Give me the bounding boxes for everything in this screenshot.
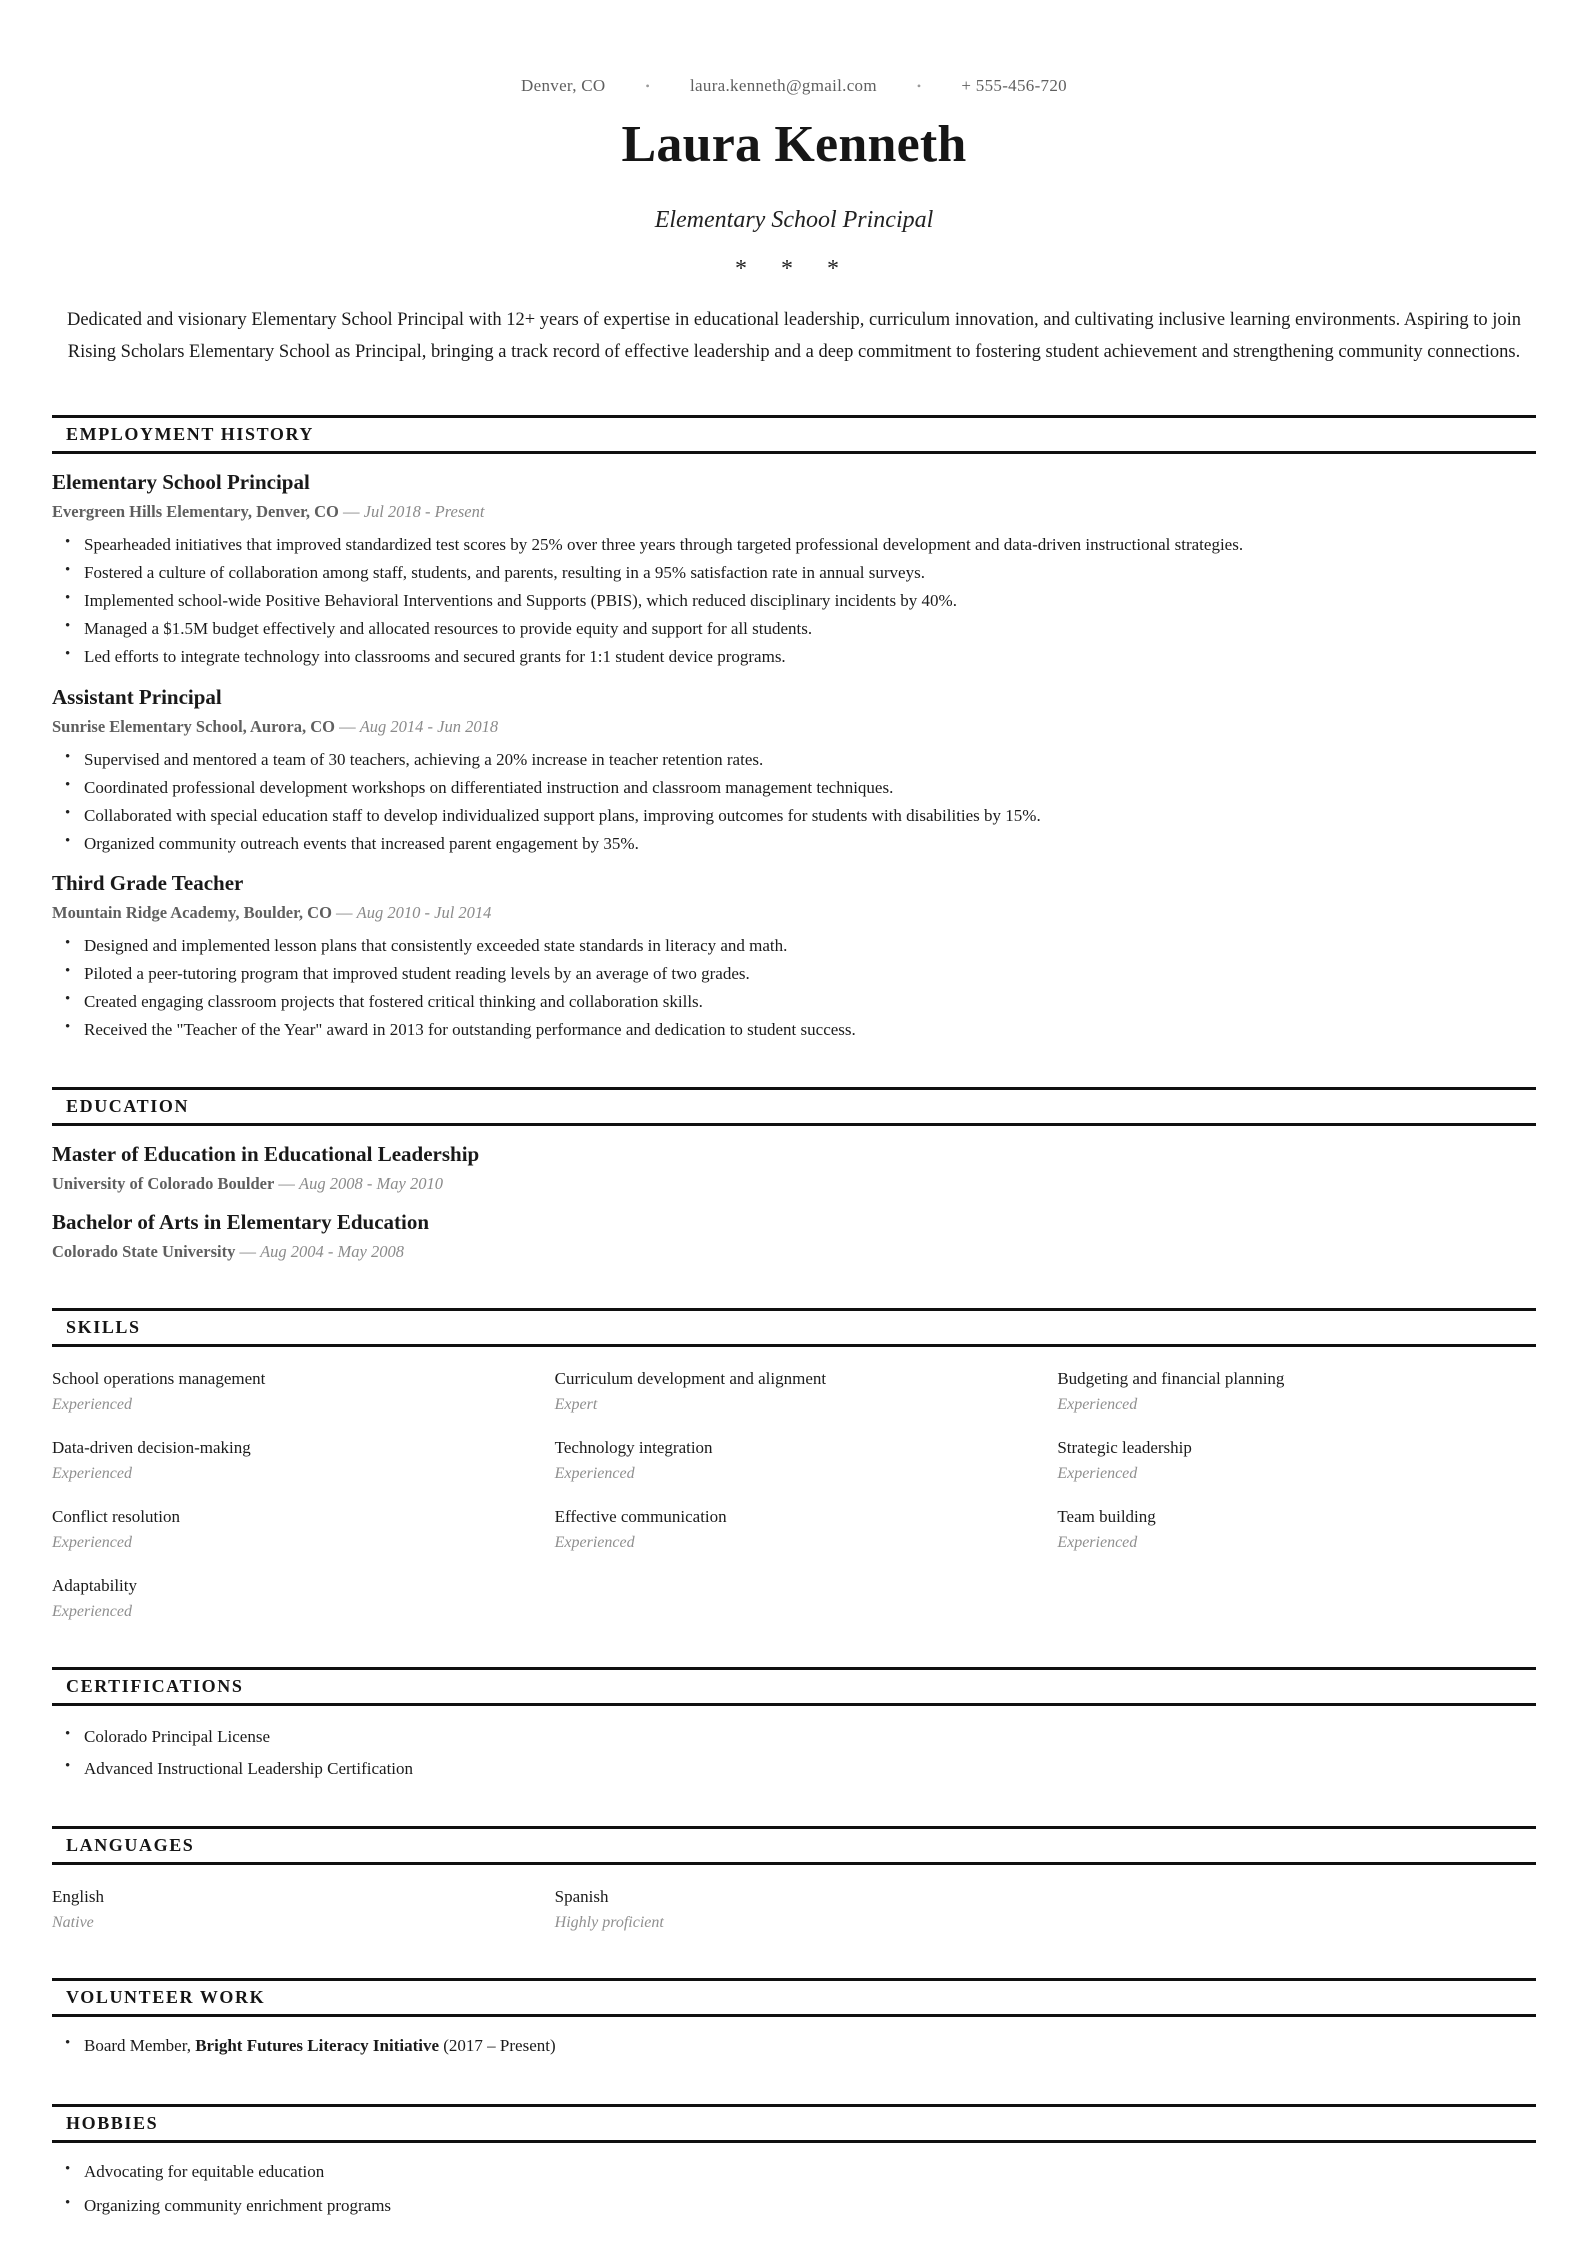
certification-item: • Colorado Principal License xyxy=(52,1726,1536,1748)
skill-item xyxy=(1057,1369,1536,1414)
language-grid-spacer xyxy=(1057,1887,1536,1932)
skill-item xyxy=(1057,1438,1536,1483)
volunteer-list xyxy=(52,2035,1536,2057)
job-bullet-list xyxy=(52,749,1536,855)
dash-separator: — xyxy=(336,902,353,922)
section-volunteer-work xyxy=(52,1978,1536,2057)
job-bullet: • Organized community outreach events that increased parent engagement by 35%. xyxy=(52,833,1536,855)
section-title-volunteer: VOLUNTEER WORK xyxy=(52,1978,1536,2017)
hobby-item: • Advocating for equitable education xyxy=(52,2161,1536,2183)
job-title: Third Grade Teacher xyxy=(52,870,244,895)
job-bullet: • Supervised and mentored a team of 30 teachers, achieving a 20% increase in teacher retention rates. xyxy=(52,749,1536,771)
languages-grid xyxy=(52,1887,1536,1932)
degree-name: Bachelor of Arts in Elementary Education xyxy=(52,1210,430,1235)
job-bullet: • Implemented school-wide Positive Behavioral Interventions and Supports (PBIS), which reduced disciplinary incidents by 40%. xyxy=(52,590,1536,612)
job-dates: Jul 2018 - Present xyxy=(363,502,485,522)
hobby-item: • Organizing community enrichment programs xyxy=(52,2195,1536,2217)
job-bullet: • Designed and implemented lesson plans that consistently exceeded state standards in literacy and math. xyxy=(52,935,1536,957)
language-item xyxy=(52,1887,531,1932)
skill-level: Experienced xyxy=(52,1465,132,1483)
certifications-list xyxy=(52,1726,1536,1780)
job-company: Mountain Ridge Academy, Boulder, CO xyxy=(52,902,332,922)
dash-separator: — xyxy=(239,1242,256,1262)
job-entry xyxy=(52,685,1536,855)
skill-name: Technology integration xyxy=(554,1438,713,1458)
job-bullet: • Created engaging classroom projects that fostered critical thinking and collaboration skills. xyxy=(52,991,1536,1013)
job-company: Sunrise Elementary School, Aurora, CO xyxy=(52,716,335,736)
job-bullet: • Managed a $1.5M budget effectively and allocated resources to provide equity and support for all students. xyxy=(52,618,1536,640)
job-bullet: • Fostered a culture of collaboration among staff, students, and parents, resulting in a 95% satisfaction rate in annual surveys. xyxy=(52,562,1536,584)
skill-name: Strategic leadership xyxy=(1057,1438,1192,1458)
job-meta xyxy=(52,502,1536,522)
section-employment-history xyxy=(52,415,1536,1041)
section-title-education: EDUCATION xyxy=(52,1087,1536,1126)
contact-row xyxy=(52,76,1536,96)
job-entry xyxy=(52,871,1536,1041)
skill-item xyxy=(52,1507,531,1552)
job-bullet: • Spearheaded initiatives that improved standardized test scores by 25% over three years through targeted professional development and data-driven instructional strategies. xyxy=(52,534,1536,556)
dash-separator: — xyxy=(278,1174,295,1194)
section-hobbies xyxy=(52,2104,1536,2217)
certification-item: • Advanced Instructional Leadership Certification xyxy=(52,1758,1536,1780)
job-entry xyxy=(52,470,1536,668)
skill-level: Experienced xyxy=(554,1534,635,1552)
dash-separator: — xyxy=(343,502,360,522)
section-skills xyxy=(52,1308,1536,1621)
job-bullet: • Collaborated with special education staff to develop individualized support plans, improving outcomes for students with disabilities by 15%. xyxy=(52,805,1536,827)
degree-name: Master of Education in Educational Leadership xyxy=(52,1142,480,1167)
job-bullet-list xyxy=(52,534,1536,668)
job-bullet-list xyxy=(52,935,1536,1041)
section-title-languages: LANGUAGES xyxy=(52,1826,1536,1865)
skill-name: Curriculum development and alignment xyxy=(554,1369,827,1389)
volunteer-organization: Bright Futures Literacy Initiative xyxy=(195,2036,440,2056)
asterisk-ornament: * * * xyxy=(735,256,853,283)
job-company: Evergreen Hills Elementary, Denver, CO xyxy=(52,502,339,522)
job-bullet: • Led efforts to integrate technology into classrooms and secured grants for 1:1 student device programs. xyxy=(52,646,1536,668)
person-name: Laura Kenneth xyxy=(621,116,967,173)
job-bullet: • Received the "Teacher of the Year" award in 2013 for outstanding performance and dedication to student success. xyxy=(52,1019,1536,1041)
profile-summary: Dedicated and visionary Elementary School Principal with 12+ years of expertise in educational leadership, curriculum innovation, and cultivating inclusive learning environments. Aspiring to join Rising Scholars Elementary School as Principal, bringing a track record of effective leadership and a deep commitment to fostering student achievement and strengthening community connections. xyxy=(66,310,1522,363)
skill-item xyxy=(52,1369,531,1414)
skill-level: Experienced xyxy=(1057,1465,1138,1483)
skill-level: Experienced xyxy=(1057,1396,1138,1414)
section-title-hobbies: HOBBIES xyxy=(52,2104,1536,2143)
language-level: Highly proficient xyxy=(554,1914,664,1932)
section-title-certifications: CERTIFICATIONS xyxy=(52,1667,1536,1706)
section-education xyxy=(52,1087,1536,1262)
job-bullet: • Piloted a peer-tutoring program that improved student reading levels by an average of two grades. xyxy=(52,963,1536,985)
skill-item xyxy=(52,1438,531,1483)
job-dates: Aug 2010 - Jul 2014 xyxy=(356,902,492,922)
degree-dates: Aug 2004 - May 2008 xyxy=(260,1242,404,1262)
skill-item xyxy=(52,1576,531,1621)
job-meta xyxy=(52,717,1536,737)
volunteer-dates: (2017 – Present) xyxy=(439,2036,556,2056)
skill-level: Experienced xyxy=(52,1396,132,1414)
volunteer-item xyxy=(52,2035,1536,2057)
section-title-skills: SKILLS xyxy=(52,1308,1536,1347)
contact-location: Denver, CO xyxy=(521,76,606,95)
skill-name: Conflict resolution xyxy=(52,1507,180,1527)
skill-name: School operations management xyxy=(52,1369,266,1389)
job-meta xyxy=(52,903,1536,923)
bullet-separator-icon: • xyxy=(916,79,922,93)
skill-level: Experienced xyxy=(52,1603,132,1621)
skill-level: Experienced xyxy=(1057,1534,1138,1552)
skill-name: Team building xyxy=(1057,1507,1156,1527)
skill-item xyxy=(555,1507,1034,1552)
job-title: Assistant Principal xyxy=(52,684,222,709)
language-name: English xyxy=(52,1887,104,1907)
education-entry xyxy=(52,1142,1536,1194)
hobbies-list xyxy=(52,2161,1536,2217)
job-title: Elementary School Principal xyxy=(52,470,310,495)
job-dates: Aug 2014 - Jun 2018 xyxy=(359,716,499,736)
skill-item xyxy=(555,1438,1034,1483)
skill-name: Data-driven decision-making xyxy=(52,1438,251,1458)
skills-grid xyxy=(52,1369,1536,1621)
bullet-separator-icon: • xyxy=(645,79,651,93)
degree-meta xyxy=(52,1242,1536,1262)
skill-level: Expert xyxy=(554,1396,598,1414)
education-entry xyxy=(52,1210,1536,1262)
skill-level: Experienced xyxy=(52,1534,132,1552)
language-level: Native xyxy=(52,1914,94,1932)
contact-phone: + 555-456-720 xyxy=(961,76,1067,95)
skill-name: Budgeting and financial planning xyxy=(1057,1369,1285,1389)
language-item xyxy=(555,1887,1034,1932)
skill-name: Effective communication xyxy=(554,1507,727,1527)
skill-item xyxy=(555,1369,1034,1414)
degree-school: University of Colorado Boulder xyxy=(52,1174,275,1194)
skill-level: Experienced xyxy=(554,1465,635,1483)
person-job-title: Elementary School Principal xyxy=(654,207,934,234)
degree-dates: Aug 2008 - May 2010 xyxy=(299,1174,443,1194)
language-name: Spanish xyxy=(554,1887,609,1907)
contact-email: laura.kenneth@gmail.com xyxy=(690,76,877,95)
skill-item xyxy=(1057,1507,1536,1552)
section-languages xyxy=(52,1826,1536,1932)
degree-school: Colorado State University xyxy=(52,1242,236,1262)
skill-name: Adaptability xyxy=(52,1576,137,1596)
volunteer-role: Board Member, xyxy=(84,2036,196,2056)
section-title-employment: EMPLOYMENT HISTORY xyxy=(52,415,1536,454)
dash-separator: — xyxy=(339,716,356,736)
job-bullet: • Coordinated professional development workshops on differentiated instruction and classroom management techniques. xyxy=(52,777,1536,799)
degree-meta xyxy=(52,1174,1536,1194)
section-certifications xyxy=(52,1667,1536,1780)
